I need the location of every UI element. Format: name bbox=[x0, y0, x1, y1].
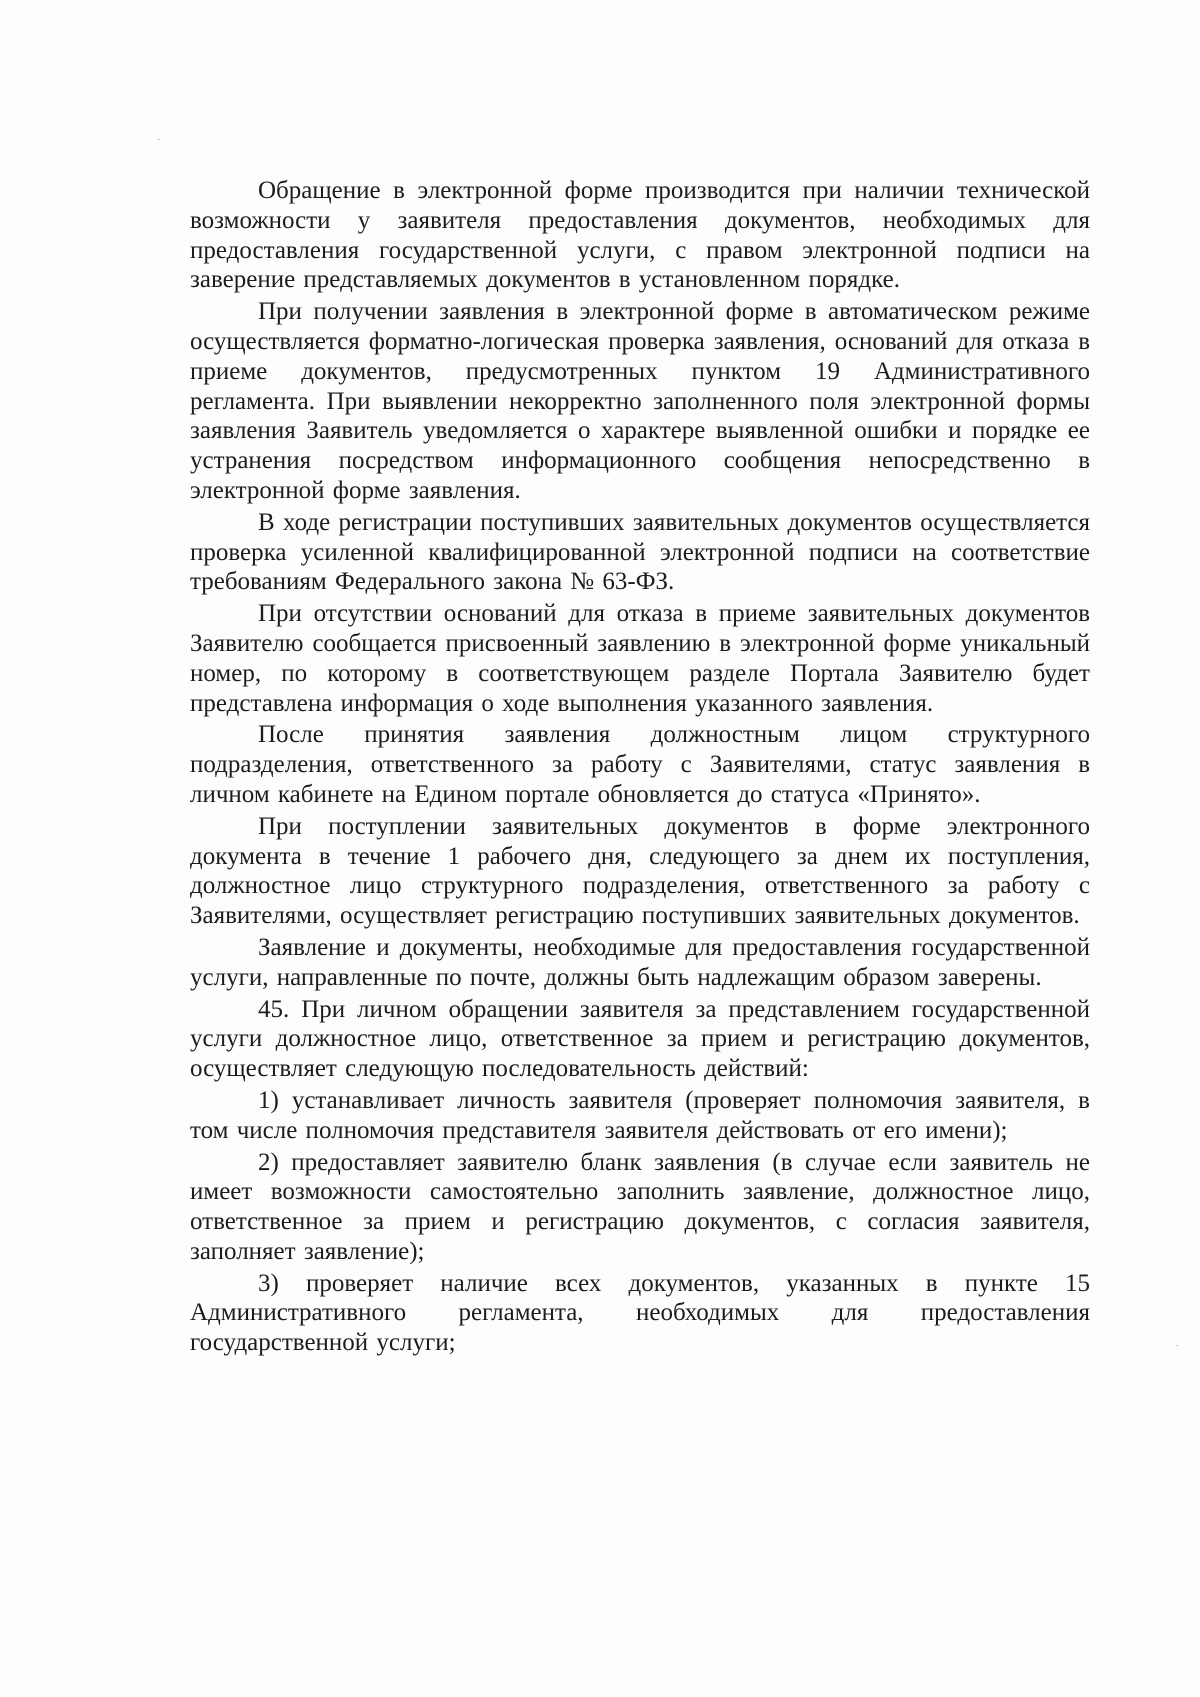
paragraph-postal: Заявление и документы, необходимые для предоставления государственной услуги, направленные по почте, должны быть надлежащим образом заверены. bbox=[190, 933, 1090, 991]
paragraph-unique-number: При отсутствии оснований для отказа в приеме заявительных документов Заявителю сообщается присвоенный заявлению в электронной форме уникальный номер, по которому в соответствующем разделе Портала Заявителю будет представлена информация о ходе выполнения указанного заявления. bbox=[190, 600, 1090, 717]
paragraph-electronic-appeal: Обращение в электронной форме производится при наличии технической возможности у заявителя предоставления документов, необходимых для предоставления государственной услуги, с правом электронной подписи на заверение представляемых документов в установленном порядке. bbox=[190, 177, 1090, 294]
list-item-2: 2) предоставляет заявителю бланк заявления (в случае если заявитель не имеет возможности самостоятельно заполнить заявление, должностное лицо, ответственное за прием и регистрацию документов, с согласия заявителя, заполняет заявление); bbox=[190, 1148, 1090, 1265]
paragraph-format-check: При получении заявления в электронной форме в автоматическом режиме осуществляется форматно-логическая проверка заявления, оснований для отказа в приеме документов, предусмотренных пунктом 19 Административного регламента. При выявлении некорректно заполненного поля электронной формы заявления Заявитель уведомляется о характере выявленной ошибки и порядке ее устранения посредством информационного сообщения непосредственно в электронной форме заявления. bbox=[190, 298, 1090, 504]
list-item-1: 1) устанавливает личность заявителя (проверяет полномочия заявителя, в том числе полномочия представителя заявителя действовать от его имени); bbox=[190, 1086, 1090, 1144]
paragraph-signature-check: В ходе регистрации поступивших заявительных документов осуществляется проверка усиленной квалифицированной электронной подписи на соответствие требованиям Федерального закона № 63-ФЗ. bbox=[190, 508, 1090, 596]
paragraph-registration: При поступлении заявительных документов в форме электронного документа в течение 1 рабочего дня, следующего за днем их поступления, должностное лицо структурного подразделения, ответственного за работу с Заявителями, осуществляет регистрацию поступивших заявительных документов. bbox=[190, 812, 1090, 930]
list-item-3: 3) проверяет наличие всех документов, указанных в пункте 15 Административного регламента, необходимых для предоставления государственной услуги; bbox=[190, 1269, 1090, 1357]
document-body bbox=[190, 176, 1090, 1358]
paragraph-item-45: 45. При личном обращении заявителя за представлением государственной услуги должностное лицо, ответственное за прием и регистрацию документов, осуществляет следующую последовательность действий: bbox=[190, 995, 1090, 1083]
paragraph-status-accepted: После принятия заявления должностным лицом структурного подразделения, ответственного за работу с Заявителями, статус заявления в личном кабинете на Едином портале обновляется до статуса «Принято». bbox=[190, 721, 1090, 808]
scan-speck bbox=[158, 139, 160, 140]
scan-speck bbox=[1176, 1345, 1178, 1346]
